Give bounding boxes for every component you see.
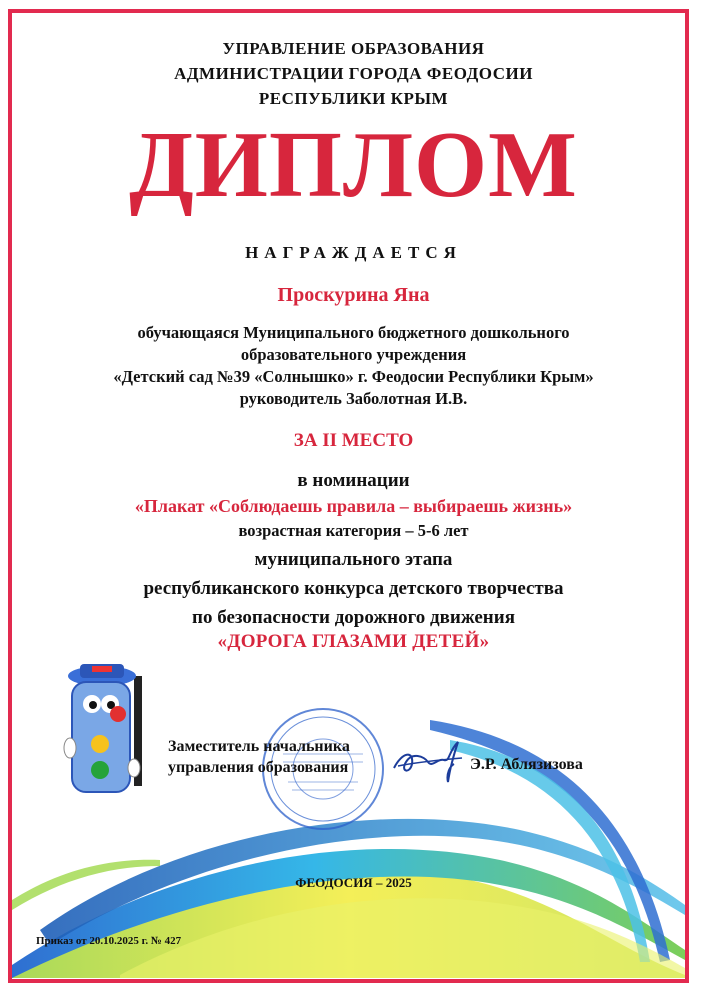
- signer-position-line-1: Заместитель начальника: [168, 738, 350, 755]
- handwritten-signature: [388, 722, 468, 802]
- age-category: возрастная категория – 5-6 лет: [238, 521, 469, 540]
- contest-name: «ДОРОГА ГЛАЗАМИ ДЕТЕЙ»: [217, 631, 490, 652]
- signer-position-line-2: управления образования: [168, 759, 349, 776]
- nomination-name: «Плакат «Соблюдаешь правила – выбираешь жизнь»: [134, 496, 573, 516]
- stage-line-3: по безопасности дорожного движения: [192, 607, 515, 628]
- order-reference: Приказ от 20.10.2025 г. № 427: [36, 935, 182, 947]
- recipient-name: Проскурина Яна: [277, 284, 430, 306]
- org-line-2: АДМИНИСТРАЦИИ ГОРОДА ФЕОДОСИИ: [174, 64, 533, 83]
- recipient-description: [0, 322, 707, 410]
- nomination-intro: в номинации: [297, 470, 410, 491]
- signer-position: [168, 736, 408, 778]
- contest-stage: [0, 545, 707, 632]
- org-line-1: УПРАВЛЕНИЕ ОБРАЗОВАНИЯ: [222, 39, 485, 58]
- award-place: ЗА II МЕСТО: [293, 430, 414, 451]
- stage-line-1: муниципального этапа: [254, 549, 453, 570]
- issuing-organization: [0, 36, 707, 111]
- org-line-3: РЕСПУБЛИКИ КРЫМ: [258, 89, 449, 108]
- diploma-title: ДИПЛОМ: [129, 113, 578, 217]
- stage-line-2: республиканского конкурса детского творчества: [143, 578, 564, 599]
- description-line-1: обучающаяся Муниципального бюджетного дошкольного: [137, 323, 570, 342]
- awarded-label: НАГРАЖДАЕТСЯ: [245, 243, 462, 262]
- description-line-3: «Детский сад №39 «Солнышко» г. Феодосии Республики Крым»: [113, 367, 594, 386]
- description-line-2: образовательного учреждения: [240, 345, 467, 364]
- description-line-4: руководитель Заболотная И.В.: [239, 389, 468, 408]
- city-year: ФЕОДОСИЯ – 2025: [295, 875, 412, 890]
- signer-name: Э.Р. Аблязизова: [470, 756, 583, 773]
